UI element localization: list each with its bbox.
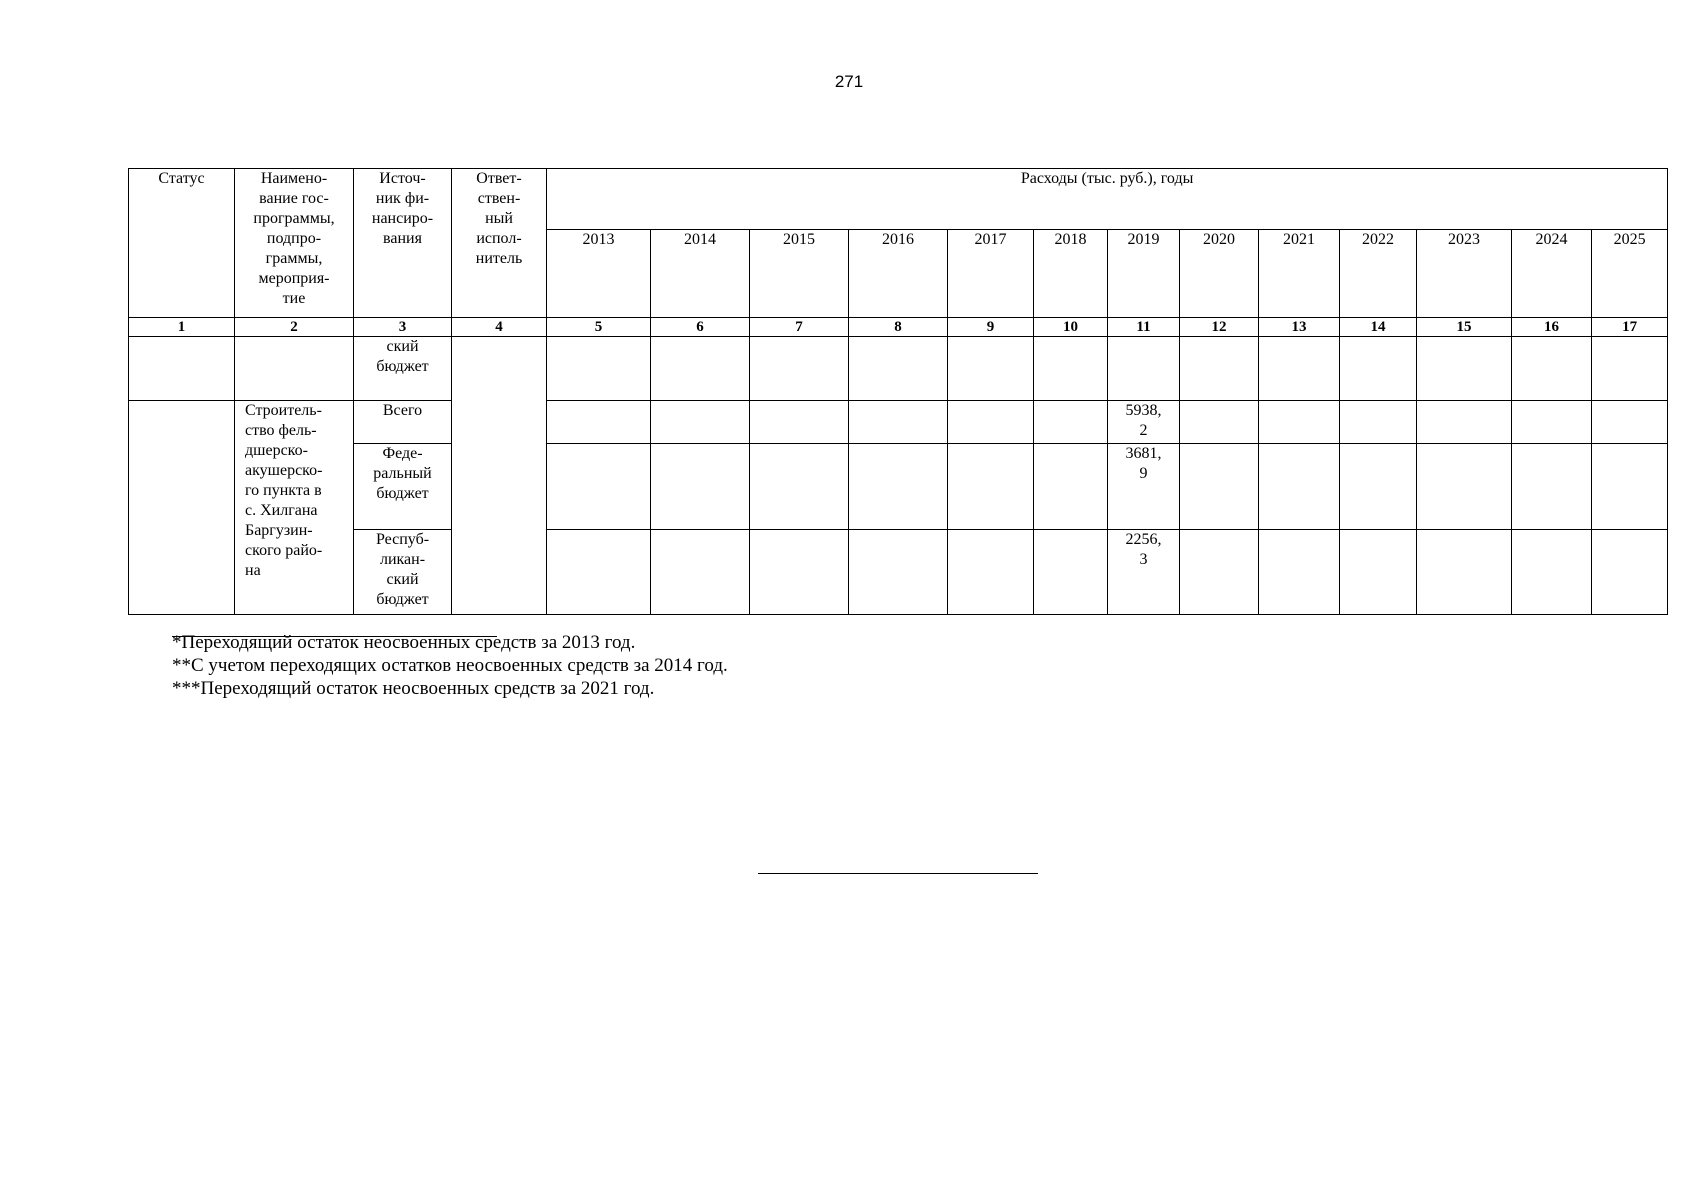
value-cell: [651, 444, 750, 529]
footnote: **С учетом переходящих остатков неосвоенных средств за 2014 год.: [172, 655, 728, 676]
header-responsible: Ответ- ствен- ный испол- нитель: [452, 169, 547, 318]
name-cell: [235, 336, 354, 400]
footnote: ***Переходящий остаток неосвоенных средств за 2021 год.: [172, 678, 655, 699]
column-number: 10: [1034, 317, 1108, 336]
header-name: Наимено- вание гос- программы, подпро- граммы, мероприя- тие: [235, 169, 354, 318]
end-separator: [758, 873, 1038, 874]
value-cell: [1034, 336, 1108, 400]
value-cell: [849, 444, 948, 529]
header-year: 2015: [750, 230, 849, 317]
value-cell: [1417, 336, 1512, 400]
source-cell: Респуб- ликан- ский бюджет: [354, 529, 452, 614]
column-number: 14: [1340, 317, 1417, 336]
responsible-cell: [452, 336, 547, 614]
value-cell: [1340, 444, 1417, 529]
budget-table: [128, 168, 1668, 615]
column-number: 3: [354, 317, 452, 336]
column-number: 1: [129, 317, 235, 336]
value-cell: [1417, 444, 1512, 529]
value-cell: [1592, 336, 1668, 400]
value-cell: [547, 401, 651, 444]
table-row: [129, 444, 1668, 529]
source-cell: Всего: [354, 401, 452, 444]
header-source: Источ- ник фи- нансиро- вания: [354, 169, 452, 318]
column-number: 6: [651, 317, 750, 336]
value-cell: [547, 336, 651, 400]
table-row: [129, 529, 1668, 614]
value-cell: [547, 529, 651, 614]
value-cell: [1034, 529, 1108, 614]
header-year: 2017: [948, 230, 1034, 317]
value-cell: 5938, 2: [1108, 401, 1180, 444]
header-year: 2025: [1592, 230, 1668, 317]
value-cell: [1417, 529, 1512, 614]
column-number: 11: [1108, 317, 1180, 336]
column-number-row: [129, 317, 1668, 336]
value-cell: [1180, 401, 1259, 444]
value-cell: [651, 529, 750, 614]
header-year: 2024: [1512, 230, 1592, 317]
value-cell: [1259, 529, 1340, 614]
value-cell: [750, 529, 849, 614]
column-number: 17: [1592, 317, 1668, 336]
column-number: 9: [948, 317, 1034, 336]
name-cell: Строитель- ство фель- дшерско- акушерско- го пункта в с. Хилгана Баргузин- ского райо- на: [235, 401, 354, 615]
value-cell: [948, 529, 1034, 614]
table-row: [129, 336, 1668, 400]
value-cell: [1340, 401, 1417, 444]
header-row-top: [129, 169, 1668, 230]
value-cell: [1417, 401, 1512, 444]
header-year: 2023: [1417, 230, 1512, 317]
value-cell: [651, 336, 750, 400]
page-number: 271: [834, 72, 864, 91]
value-cell: [1180, 444, 1259, 529]
value-cell: [849, 401, 948, 444]
header-year: 2018: [1034, 230, 1108, 317]
header-status: Статус: [129, 169, 235, 318]
value-cell: [1512, 444, 1592, 529]
column-number: 13: [1259, 317, 1340, 336]
column-number: 2: [235, 317, 354, 336]
column-number: 12: [1180, 317, 1259, 336]
status-cell: [129, 336, 235, 400]
value-cell: 3681, 9: [1108, 444, 1180, 529]
value-cell: [1259, 444, 1340, 529]
value-cell: [1340, 529, 1417, 614]
value-cell: [1108, 336, 1180, 400]
value-cell: [1180, 336, 1259, 400]
value-cell: [750, 401, 849, 444]
header-year: 2016: [849, 230, 948, 317]
value-cell: [651, 401, 750, 444]
column-number: 7: [750, 317, 849, 336]
header-year: 2019: [1108, 230, 1180, 317]
value-cell: [1512, 336, 1592, 400]
value-cell: [1592, 529, 1668, 614]
value-cell: [1512, 401, 1592, 444]
value-cell: [1034, 401, 1108, 444]
value-cell: [750, 444, 849, 529]
value-cell: 2256, 3: [1108, 529, 1180, 614]
footnotes: [172, 631, 1072, 700]
header-year: 2014: [651, 230, 750, 317]
header-year: 2021: [1259, 230, 1340, 317]
header-year: 2022: [1340, 230, 1417, 317]
column-number: 4: [452, 317, 547, 336]
column-number: 15: [1417, 317, 1512, 336]
value-cell: [1340, 336, 1417, 400]
footnote: *Переходящий остаток неосвоенных средств за 2013 год.: [172, 632, 636, 653]
source-cell: Феде- ральный бюджет: [354, 444, 452, 529]
value-cell: [1180, 529, 1259, 614]
column-number: 16: [1512, 317, 1592, 336]
value-cell: [1592, 401, 1668, 444]
value-cell: [1512, 529, 1592, 614]
value-cell: [547, 444, 651, 529]
value-cell: [1259, 336, 1340, 400]
value-cell: [1259, 401, 1340, 444]
value-cell: [1034, 444, 1108, 529]
value-cell: [948, 336, 1034, 400]
value-cell: [1592, 444, 1668, 529]
value-cell: [948, 401, 1034, 444]
header-year: 2020: [1180, 230, 1259, 317]
status-cell: [129, 401, 235, 615]
column-number: 5: [547, 317, 651, 336]
header-expenses: Расходы (тыс. руб.), годы: [547, 169, 1668, 230]
table-row: [129, 401, 1668, 444]
header-year: 2013: [547, 230, 651, 317]
source-cell: ский бюджет: [354, 336, 452, 400]
column-number: 8: [849, 317, 948, 336]
value-cell: [849, 529, 948, 614]
value-cell: [849, 336, 948, 400]
value-cell: [948, 444, 1034, 529]
value-cell: [750, 336, 849, 400]
